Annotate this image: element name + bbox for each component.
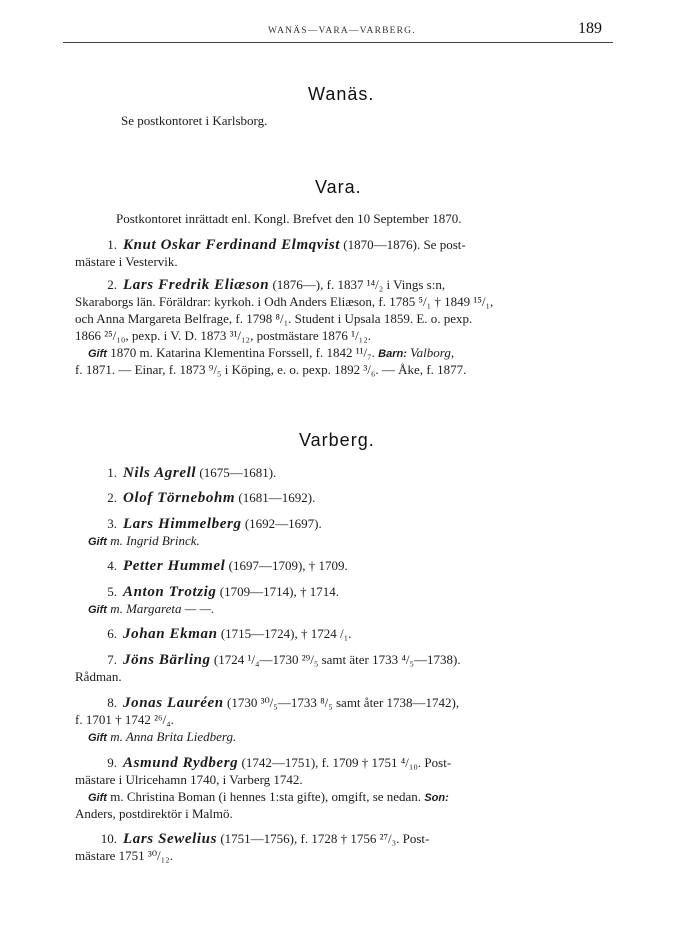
entry-name: Lars Himmelberg <box>123 516 242 532</box>
varberg-entry-5 <box>75 583 615 601</box>
entry-continuation: mästare i Ulricehamn 1740, i Varberg 1742. <box>75 772 303 787</box>
entry-number: 6. <box>107 626 117 641</box>
section-title-vara: Vara. <box>315 177 362 197</box>
gift-label: Gift <box>88 792 107 804</box>
varberg-entry-2 <box>75 489 615 507</box>
entry-number: 1. <box>107 465 117 480</box>
vara-intro: Postkontoret inrättadt enl. Kongl. Brefvet den 10 September 1870. <box>116 211 462 226</box>
entry-continuation: Rådman. <box>75 669 122 684</box>
varberg-entry-8 <box>75 694 615 712</box>
varberg-entry-6 <box>75 625 615 643</box>
page-header <box>0 18 680 48</box>
entry-name: Jöns Bärling <box>123 652 211 668</box>
entry-line: Skaraborgs län. Föräldrar: kyrkoh. i Odh Anders Eliæson, f. 1785 ⁵/₁ † 1849 ¹⁵/₁, <box>75 294 494 309</box>
entry-gift-line <box>88 728 236 747</box>
entry-continuation: mästare i Vestervik. <box>75 254 178 269</box>
entry-number: 3. <box>107 516 117 531</box>
page-number: 189 <box>578 20 602 37</box>
gift-text: m. Margareta — —. <box>110 601 215 616</box>
section-title-varberg: Varberg. <box>299 430 375 450</box>
entry-dates: (1692—1697). <box>244 516 322 531</box>
entry-name: Anton Trotzig <box>123 584 217 600</box>
gift-label: Gift <box>88 348 107 360</box>
wanas-note: Se postkontoret i Karlsborg. <box>121 113 268 128</box>
entry-number: 1. <box>107 237 117 252</box>
entry-dates: (1724 ¹/₄—1730 ²⁹/₅ samt äter 1733 ⁴/₅—1738). <box>213 652 461 667</box>
entry-gift-line <box>88 532 200 551</box>
entry-name: Asmund Rydberg <box>123 755 239 771</box>
varberg-entry-4 <box>75 557 615 575</box>
entry-continuation: Anders, postdirektör i Malmö. <box>75 806 233 821</box>
section-title-wanas: Wanäs. <box>308 84 375 104</box>
entry-name: Nils Agrell <box>123 465 197 481</box>
entry-line: 1866 ²⁵/₁₀, pexp. i V. D. 1873 ³¹/₁₂, postmästare 1876 ¹/₁₂. <box>75 328 371 343</box>
entry-name: Petter Hummel <box>123 558 226 574</box>
entry-dates: (1730 ³⁰/₅—1733 ⁸/₅ samt åter 1738—1742), <box>226 695 460 710</box>
running-head: WANÄS—VARA—VARBERG. <box>268 26 416 36</box>
header-rule <box>63 42 613 43</box>
gift-text: m. Christina Boman (i hennes 1:sta gifte), omgift, se nedan. <box>110 789 422 804</box>
entry-number: 9. <box>107 755 117 770</box>
varberg-entry-3 <box>75 515 615 533</box>
varberg-entry-1 <box>75 464 615 482</box>
varberg-entry-9 <box>75 754 615 772</box>
entry-number: 5. <box>107 584 117 599</box>
gift-text: 1870 m. Katarina Klementina Forssell, f. 1842 ¹¹/₇. <box>110 345 375 360</box>
barn-label: Barn: <box>378 348 407 360</box>
gift-text: m. Ingrid Brinck. <box>110 533 200 548</box>
gift-label: Gift <box>88 604 107 616</box>
vara-entry-1 <box>75 236 615 254</box>
entry-continuation: f. 1701 † 1742 ²⁶/₄. <box>75 712 174 727</box>
entry-number: 10. <box>100 831 117 846</box>
vara-entry-2 <box>75 276 615 294</box>
entry-number: 4. <box>107 558 117 573</box>
gift-text: m. Anna Brita Liedberg. <box>110 729 237 744</box>
entry-dates: (1870—1876). Se post- <box>343 237 466 252</box>
entry-continuation: mästare 1751 ³⁰/₁₂. <box>75 848 173 863</box>
entry-dates: (1675—1681). <box>199 465 277 480</box>
entry-dates: (1709—1714), † 1714. <box>219 584 339 599</box>
entry-dates: (1715—1724), † 1724 /₁. <box>220 626 352 641</box>
son-label: Son: <box>424 792 449 804</box>
barn-text: Valborg, <box>410 345 455 360</box>
entry-name: Lars Fredrik Eliæson <box>123 277 270 293</box>
varberg-entry-10 <box>75 830 615 848</box>
entry-dates: (1697—1709), † 1709. <box>228 558 348 573</box>
varberg-entry-7 <box>75 651 615 669</box>
entry-line: f. 1871. — Einar, f. 1873 ⁹/₅ i Köping, e. o. pexp. 1892 ³/₆. — Åke, f. 1877. <box>75 362 467 377</box>
entry-gift-line <box>88 600 214 619</box>
gift-label: Gift <box>88 536 107 548</box>
entry-number: 2. <box>107 490 117 505</box>
entry-name: Lars Sewelius <box>123 831 218 847</box>
entry-dates: (1681—1692). <box>238 490 316 505</box>
entry-dates: (1742—1751), f. 1709 † 1751 ⁴/₁₀. Post- <box>241 755 452 770</box>
entry-name: Olof Törnebohm <box>123 490 236 506</box>
entry-name: Knut Oskar Ferdinand Elmqvist <box>123 237 341 253</box>
entry-line: och Anna Margareta Belfrage, f. 1798 ⁸/₁. Student i Upsala 1859. E. o. pexp. <box>75 311 473 326</box>
entry-number: 2. <box>107 277 117 292</box>
entry-dates: (1751—1756), f. 1728 † 1756 ²⁷/₃. Post- <box>220 831 430 846</box>
entry-number: 7. <box>107 652 117 667</box>
entry-name: Jonas Lauréen <box>123 695 224 711</box>
entry-dates: (1876—), f. 1837 ¹⁴/₂ i Vings s:n, <box>272 277 446 292</box>
entry-name: Johan Ekman <box>123 626 218 642</box>
entry-number: 8. <box>107 695 117 710</box>
gift-label: Gift <box>88 732 107 744</box>
